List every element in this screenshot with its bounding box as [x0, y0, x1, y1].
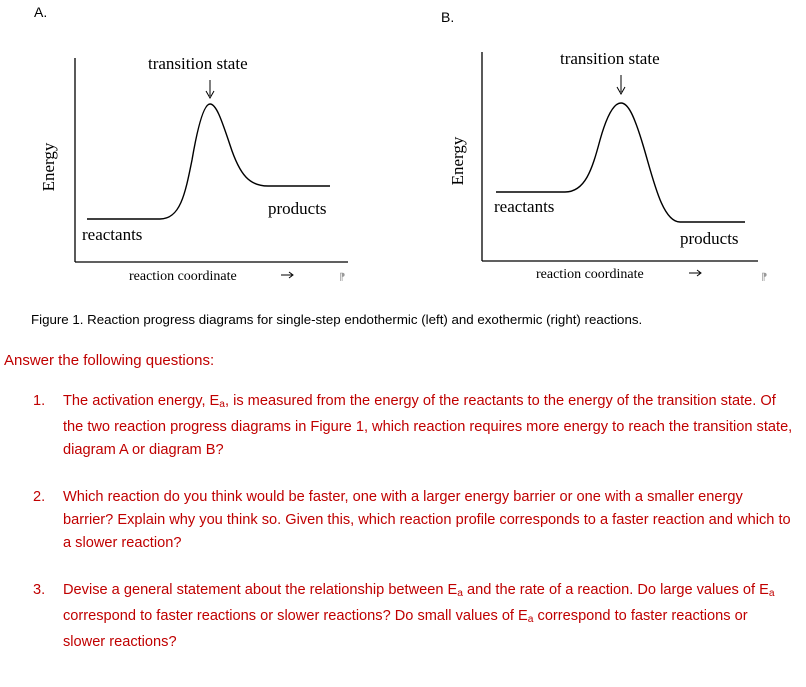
question-2-text: Which reaction do you think would be faster, one with a larger energy barrier or one with a smaller energy barrier? Explain why you think so. Given this, which reaction profile corresponds to a faster reaction and which to a slower reaction?: [63, 489, 791, 551]
diagram-a-x-arrow: [281, 272, 293, 278]
diagram-a-mark: ⁋: [339, 272, 346, 283]
question-3-number: 3.: [33, 582, 46, 598]
panel-a-letter: A.: [34, 4, 48, 20]
diagram-b-reactants-label: reactants: [494, 197, 555, 216]
question-2: [33, 486, 793, 555]
figure-caption: Figure 1. Reaction progress diagrams for single-step endothermic (left) and exothermic (right) reactions.: [31, 312, 643, 327]
diagram-b-y-label: Energy: [448, 136, 467, 186]
diagram-a-reactants-label: reactants: [82, 225, 143, 244]
diagram-b-x-arrow: [689, 270, 701, 276]
question-3: 3. Devise a general statement about the relationship between Ea and the rate of a reaction. Do large values of Ea correspond to faster reactions or slower reactions? Do small values of Ea correspond to faster reactions or slower reactions?: [33, 579, 793, 654]
question-list: [33, 390, 793, 678]
diagram-a-y-label: Energy: [39, 142, 58, 192]
diagram-a-x-label: reaction coordinate: [129, 269, 237, 284]
diagram-a: [0, 0, 400, 300]
diagram-b-mark: ⁋: [761, 272, 768, 283]
diagram-b-x-label: reaction coordinate: [536, 267, 644, 282]
diagram-a-transition-label: transition state: [148, 54, 248, 73]
diagram-b-transition-label: transition state: [560, 49, 660, 68]
question-2-number: 2.: [33, 489, 46, 505]
diagram-a-products-label: products: [268, 199, 327, 218]
diagram-b-products-label: products: [680, 229, 739, 248]
question-1: 1. The activation energy, Ea, is measured from the energy of the reactants to the energy of the transition state. Of the two reaction progress diagrams in Figure 1, which reaction requires more energy to reach the transition state, diagram A or diagram B?: [33, 390, 793, 462]
diagram-b: [400, 0, 806, 300]
intro-text: Answer the following questions:: [4, 352, 215, 369]
panel-b-letter: B.: [441, 9, 455, 25]
question-1-number: 1.: [33, 393, 46, 409]
